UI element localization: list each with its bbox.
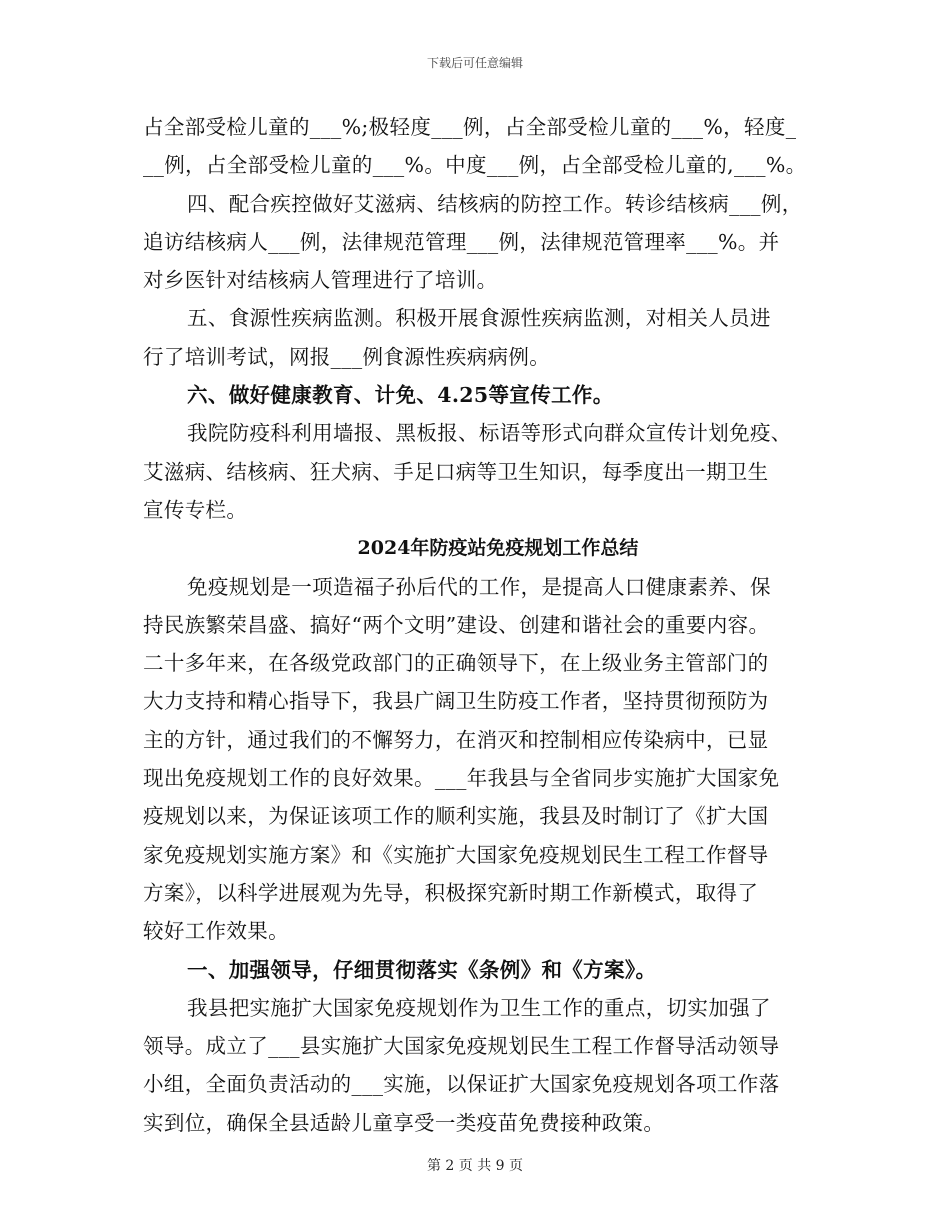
body-line: 艾滋病、结核病、狂犬病、手足口病等卫生知识，每季度出一期卫生 bbox=[143, 459, 769, 484]
body-line: 追访结核病人___例，法律规范管理___例，法律规范管理率___%。并 bbox=[143, 229, 780, 254]
body-line: 占全部受检儿童的___%;极轻度___例，占全部受检儿童的___%，轻度_ bbox=[143, 115, 797, 139]
section-heading-1: 一、加强领导，仔细贯彻落实《条例》和《方案》。 bbox=[187, 957, 657, 982]
body-line: 大力支持和精心指导下，我县广阔卫生防疫工作者，坚持贯彻预防为 bbox=[143, 689, 769, 714]
document-title: 2024年防疫站免疫规划工作总结 bbox=[357, 537, 639, 560]
body-line: 我县把实施扩大国家免疫规划作为卫生工作的重点，切实加强了 bbox=[187, 995, 771, 1020]
body-line: 方案》，以科学进展观为先导，积极探究新时期工作新模式，取得了 bbox=[143, 880, 759, 905]
body-line: 行了培训考试，网报___例食源性疾病病例。 bbox=[143, 344, 551, 369]
page-header: 下载后可任意编辑 bbox=[426, 56, 523, 70]
body-line: 宣传专栏。 bbox=[143, 497, 248, 522]
body-line: 免疫规划是一项造福子孙后代的工作，是提高人口健康素养、保 bbox=[187, 574, 771, 599]
section-heading-6: 六、做好健康教育、计免、4.25等宣传工作。 bbox=[187, 383, 614, 408]
section-heading-4: 四、配合疾控做好艾滋病、结核病的防控工作。转诊结核病___例， bbox=[187, 191, 803, 216]
body-line: 二十多年来，在各级党政部门的正确领导下，在上级业务主管部门的 bbox=[143, 651, 769, 676]
body-line: 小组，全面负责活动的___实施，以保证扩大国家免疫规划各项工作落 bbox=[143, 1072, 780, 1097]
body-line: 较好工作效果。 bbox=[143, 919, 289, 944]
body-line: 持民族繁荣昌盛、搞好“两个文明”建设、创建和谐社会的重要内容。 bbox=[143, 612, 770, 637]
body-line: 现出免疫规划工作的良好效果。___年我县与全省同步实施扩大国家免 bbox=[143, 766, 780, 791]
body-line: 主的方针，通过我们的不懈努力，在消灭和控制相应传染病中，已显 bbox=[143, 727, 769, 752]
document-body bbox=[143, 108, 823, 1142]
body-line: 领导。成立了___县实施扩大国家免疫规划民生工程工作督导活动领导 bbox=[143, 1034, 780, 1059]
body-line: 实到位，确保全县适龄儿童享受一类疫苗免费接种政策。 bbox=[143, 1110, 665, 1135]
section-heading-5: 五、食源性疾病监测。积极开展食源性疾病监测，对相关人员进 bbox=[187, 306, 771, 331]
body-line: 对乡医针对结核病人管理进行了培训。 bbox=[143, 268, 498, 293]
body-line: 我院防疫科利用墙报、黑板报、标语等形式向群众宣传计划免疫、 bbox=[187, 421, 792, 446]
body-line: __例，占全部受检儿童的___%。中度___例，占全部受检儿童的,___%。 bbox=[143, 153, 807, 178]
page-footer: 第 2 页 共 9 页 bbox=[426, 1158, 524, 1174]
body-line: 家免疫规划实施方案》和《实施扩大国家免疫规划民生工程工作督导 bbox=[143, 842, 769, 867]
body-line: 疫规划以来，为保证该项工作的顺利实施，我县及时制订了《扩大国 bbox=[143, 804, 769, 829]
